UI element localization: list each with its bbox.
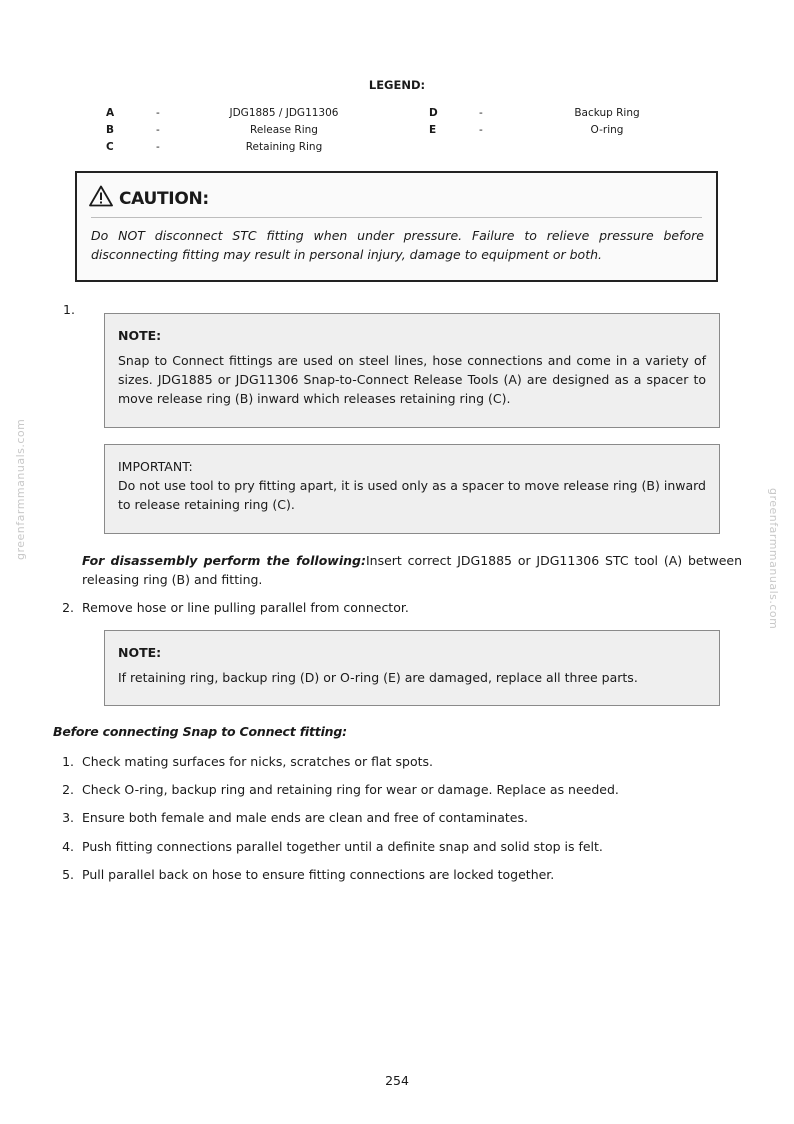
- before-step-5-text: Pull parallel back on hose to ensure fitting connections are locked together.: [82, 867, 555, 882]
- legend-key-e: E: [429, 124, 437, 136]
- important-text: Do not use tool to pry fitting apart, it is used only as a spacer to move release ring (B) inward to release retaining ring (C).: [118, 478, 706, 512]
- disassembly-text: Insert correct JDG1885 or JDG11306 STC tool (A) between releasing ring (B) and fitting.: [82, 553, 743, 587]
- note-2-label: NOTE:: [118, 645, 162, 660]
- legend-dash-b: -: [156, 124, 160, 136]
- before-step-5-number: 5.: [62, 867, 74, 882]
- caution-box: [75, 171, 718, 282]
- note-1-text: Snap to Connect fittings are used on steel lines, hose connections and come in a variety of sizes. JDG1885 or JDG11306 Snap-to-Connect Release Tools (A) are designed as a spacer to move release ring (B) inward which releases retaining ring (C).: [118, 353, 706, 406]
- legend-value-c: Retaining Ring: [245, 141, 323, 153]
- watermark-left: greenfarmmanuals.com: [14, 418, 27, 560]
- note-2-text: If retaining ring, backup ring (D) or O-ring (E) are damaged, replace all three parts.: [118, 670, 638, 685]
- disassembly-lead: For disassembly perform the following:: [82, 553, 366, 568]
- watermark-right: greenfarmmanuals.com: [767, 488, 780, 630]
- caution-title: CAUTION:: [119, 188, 209, 209]
- legend-dash-c: -: [156, 141, 160, 153]
- caution-divider: [91, 217, 702, 218]
- important-box: [104, 444, 720, 534]
- before-step-1-text: Check mating surfaces for nicks, scratches or flat spots.: [82, 754, 433, 769]
- legend-key-b: B: [106, 124, 115, 136]
- legend-value-b: Release Ring: [250, 124, 318, 136]
- legend-table: [0, 105, 794, 165]
- before-step-2-number: 2.: [62, 782, 74, 797]
- caution-text: Do NOT disconnect STC fitting when under pressure. Failure to relieve pressure before disconnecting fitting may result in personal injury, damage to equipment or both.: [91, 228, 704, 262]
- legend-key-d: D: [429, 107, 438, 119]
- before-step-4-text: Push fitting connections parallel together until a definite snap and solid stop is felt.: [82, 839, 603, 854]
- step-2-number: 2.: [62, 600, 74, 615]
- legend-dash-a: -: [156, 107, 160, 119]
- legend-dash-e: -: [479, 124, 483, 136]
- legend-value-e: O-ring: [590, 124, 624, 136]
- before-step-3-text: Ensure both female and male ends are clean and free of contaminates.: [82, 810, 528, 825]
- before-connecting-heading: Before connecting Snap to Connect fitting:: [53, 724, 347, 739]
- legend-key-c: C: [106, 141, 114, 153]
- before-step-2-text: Check O-ring, backup ring and retaining ring for wear or damage. Replace as needed.: [82, 782, 619, 797]
- disassembly-paragraph: [82, 551, 742, 589]
- legend-key-a: A: [106, 107, 115, 119]
- step-2-text: Remove hose or line pulling parallel from connector.: [82, 600, 409, 615]
- before-step-4-number: 4.: [62, 839, 74, 854]
- caution-header: [89, 185, 209, 212]
- legend-value-d: Backup Ring: [574, 107, 640, 119]
- legend-value-a: JDG1885 / JDG11306: [229, 107, 339, 119]
- before-step-1-number: 1.: [62, 754, 74, 769]
- important-label: IMPORTANT:: [118, 459, 193, 474]
- legend-dash-d: -: [479, 107, 483, 119]
- page-number: 254: [385, 1073, 409, 1088]
- note-box-2: [104, 630, 720, 706]
- note-box-1: [104, 313, 720, 428]
- before-step-3-number: 3.: [62, 810, 74, 825]
- note-1-label: NOTE:: [118, 328, 162, 343]
- step-1-number: 1.: [63, 302, 75, 317]
- warning-triangle-icon: [89, 185, 113, 212]
- legend-title: LEGEND:: [368, 78, 426, 92]
